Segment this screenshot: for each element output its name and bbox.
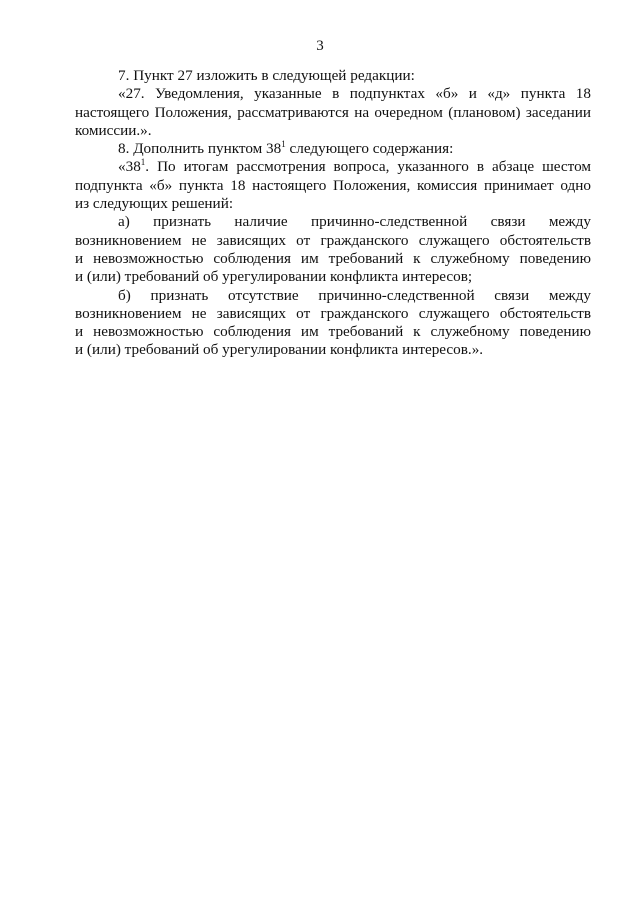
paragraph-line: комиссии.». [75, 121, 152, 139]
paragraph-line [75, 158, 591, 176]
paragraph-item-7 [75, 67, 591, 85]
page-number: 3 [316, 38, 324, 54]
superscript: 1 [140, 158, 146, 168]
paragraph-line: и (или) требований об урегулировании конфликта интересов.». [75, 341, 484, 359]
paragraph-quote-27 [75, 85, 591, 140]
paragraph-line: и невозможностью соблюдения им требований к служебному поведению [75, 323, 591, 341]
paragraph-option-a [75, 213, 591, 286]
text-run: следующего содержания: [285, 140, 454, 158]
text-run: 8. Дополнить пунктом 38 [118, 140, 282, 158]
superscript: 1 [281, 139, 286, 150]
paragraph-quote-38-1 [75, 158, 591, 213]
text-run: . По итогам рассмотрения вопроса, указанного в абзаце шестом [145, 158, 591, 176]
paragraph-line: «27. Уведомления, указанные в подпунктах «б» и «д» пункта 18 [118, 85, 591, 103]
paragraph-line: возникновением не зависящих от гражданского служащего обстоятельств [75, 304, 591, 322]
paragraph-line: подпункта «б» пункта 18 настоящего Положения, комиссия принимает одно [75, 176, 591, 194]
document-body [75, 67, 591, 360]
paragraph-item-8 [75, 140, 591, 158]
paragraph-line [75, 140, 591, 158]
paragraph-line: б) признать отсутствие причинно-следственной связи между [118, 286, 591, 304]
paragraph-line: из следующих решений: [75, 195, 234, 213]
text-run: «38 [118, 158, 141, 176]
paragraph-line: возникновением не зависящих от гражданского служащего обстоятельств [75, 231, 591, 249]
paragraph-line: и (или) требований об урегулировании конфликта интересов; [75, 268, 473, 286]
paragraph-line: 7. Пункт 27 изложить в следующей редакции: [118, 67, 415, 84]
paragraph-option-b [75, 287, 591, 360]
paragraph-line: и невозможностью соблюдения им требований к служебному поведению [75, 249, 591, 267]
paragraph-line: настоящего Положения, рассматриваются на очередном (плановом) заседании [75, 103, 591, 121]
paragraph-line: а) признать наличие причинно-следственной связи между [118, 213, 591, 231]
